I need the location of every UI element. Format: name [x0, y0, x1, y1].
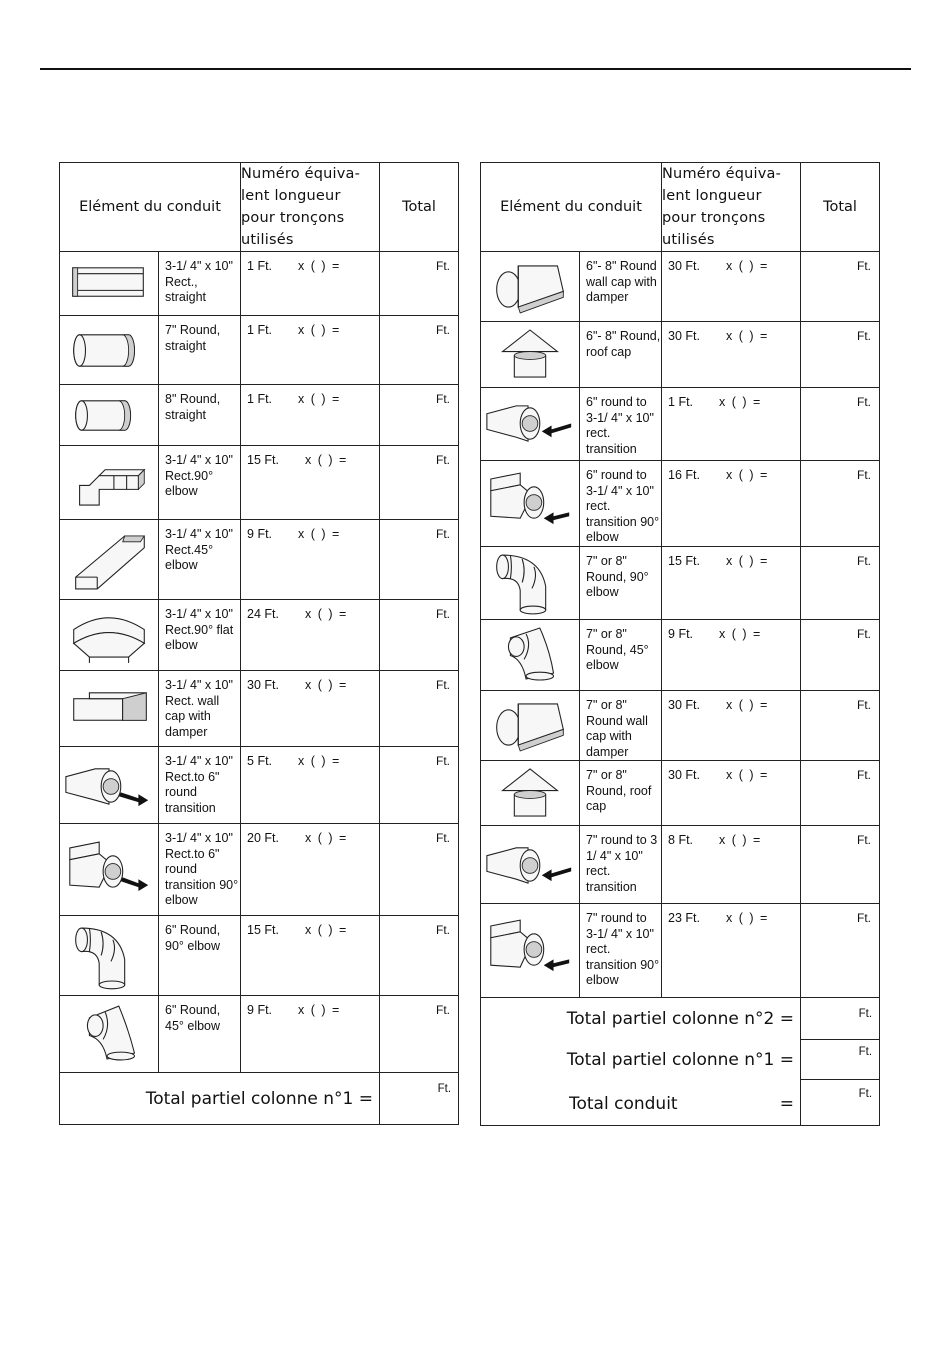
total-cell[interactable]: Ft.	[380, 824, 459, 916]
element-description: 8" Round, straight	[159, 385, 241, 446]
equivalent-length[interactable]: 1 Ft. x ( ) =	[662, 388, 801, 461]
round-7-8-45-elbow-icon	[481, 620, 580, 691]
total-cell[interactable]: Ft.	[380, 996, 459, 1073]
rect-wall-cap-icon	[60, 671, 159, 747]
total-cell[interactable]: Ft.	[380, 252, 459, 316]
round-to-rect-transition-icon	[481, 388, 580, 461]
subtotal-label-column-2: Total partiel colonne n°2 =	[481, 998, 801, 1040]
table-row	[481, 388, 880, 461]
table-row	[60, 316, 459, 385]
header-total: Total	[801, 163, 880, 252]
equivalent-length[interactable]: 16 Ft. x ( ) =	[662, 461, 801, 547]
subtotal-row	[481, 998, 880, 1040]
equivalent-length[interactable]: 9 Ft. x ( ) =	[241, 996, 380, 1073]
table-row	[60, 385, 459, 446]
duct-table-column-2	[480, 162, 880, 1126]
equivalent-length[interactable]: 9 Ft. x ( ) =	[241, 520, 380, 600]
element-description: 6" round to 3-1/ 4" x 10" rect. transition	[580, 388, 662, 461]
header-total: Total	[380, 163, 459, 252]
round-6-45-elbow-icon	[60, 996, 159, 1073]
total-cell[interactable]: Ft.	[801, 691, 880, 761]
element-description: 6" Round, 45° elbow	[159, 996, 241, 1073]
element-description: 3-1/ 4" x 10" Rect.45° elbow	[159, 520, 241, 600]
round-7-8-90-elbow-icon	[481, 547, 580, 620]
element-description: 7" round to 3 1/ 4" x 10" rect. transition	[580, 826, 662, 904]
table-row	[481, 904, 880, 998]
round-straight-7-icon	[60, 316, 159, 385]
element-description: 3-1/ 4" x 10" Rect.to 6" round transition 90° elbow	[159, 824, 241, 916]
table-row	[481, 547, 880, 620]
equivalent-length[interactable]: 5 Ft. x ( ) =	[241, 747, 380, 824]
round-6-90-elbow-icon	[60, 916, 159, 996]
table-row	[60, 916, 459, 996]
equivalent-length[interactable]: 1 Ft. x ( ) =	[241, 385, 380, 446]
table-row	[60, 600, 459, 671]
element-description: 6" Round, 90° elbow	[159, 916, 241, 996]
rect-90-flat-elbow-icon	[60, 600, 159, 671]
equivalent-length[interactable]: 15 Ft. x ( ) =	[662, 547, 801, 620]
total-duct-equals: =	[779, 1093, 795, 1114]
total-duct-label-cell	[481, 1080, 801, 1126]
table-row	[481, 691, 880, 761]
table-row	[60, 747, 459, 824]
element-description: 7" or 8" Round, 90° elbow	[580, 547, 662, 620]
round-to-rect-90-transition-icon	[481, 461, 580, 547]
equivalent-length[interactable]: 30 Ft. x ( ) =	[662, 252, 801, 322]
equivalent-length[interactable]: 30 Ft. x ( ) =	[662, 322, 801, 388]
subtotal-cell-column-1[interactable]: Ft.	[801, 1040, 880, 1080]
element-description: 6"- 8" Round, roof cap	[580, 322, 662, 388]
element-description: 6" round to 3-1/ 4" x 10" rect. transition 90° elbow	[580, 461, 662, 547]
round-wall-cap-icon	[481, 252, 580, 322]
rect-to-round-90-transition-icon	[60, 824, 159, 916]
element-description: 3-1/ 4" x 10" Rect., straight	[159, 252, 241, 316]
total-cell[interactable]: Ft.	[380, 385, 459, 446]
rect-straight-duct-icon	[60, 252, 159, 316]
equivalent-length[interactable]: 30 Ft. x ( ) =	[662, 761, 801, 826]
round-7-8-wall-cap-icon	[481, 691, 580, 761]
round-7-8-roof-cap-icon	[481, 761, 580, 826]
table-row	[60, 446, 459, 520]
element-description: 7" round to 3-1/ 4" x 10" rect. transition 90° elbow	[580, 904, 662, 998]
equivalent-length[interactable]: 23 Ft. x ( ) =	[662, 904, 801, 998]
element-description: 3-1/ 4" x 10" Rect.to 6" round transition	[159, 747, 241, 824]
subtotal-label: Total partiel colonne n°1 =	[60, 1073, 380, 1125]
element-description: 6"- 8" Round wall cap with damper	[580, 252, 662, 322]
table-row	[60, 996, 459, 1073]
header-element: Elément du conduit	[481, 163, 662, 252]
element-description: 3-1/ 4" x 10" Rect.90° flat elbow	[159, 600, 241, 671]
total-cell[interactable]: Ft.	[380, 671, 459, 747]
top-rule	[40, 68, 911, 70]
total-duct-label: Total conduit	[569, 1093, 678, 1114]
subtotal-row	[60, 1073, 459, 1125]
subtotal-cell-column-2[interactable]: Ft.	[801, 998, 880, 1040]
header-number: Numéro équiva- lent longueur pour tronçons utilisés	[241, 163, 380, 252]
total-cell[interactable]: Ft.	[380, 600, 459, 671]
table-row	[60, 824, 459, 916]
round-roof-cap-icon	[481, 322, 580, 388]
table-row	[481, 322, 880, 388]
subtotal-cell[interactable]: Ft.	[380, 1073, 459, 1125]
equivalent-length[interactable]: 1 Ft. x ( ) =	[241, 316, 380, 385]
total-cell[interactable]: Ft.	[801, 252, 880, 322]
table-row	[60, 671, 459, 747]
total-cell[interactable]: Ft.	[380, 316, 459, 385]
equivalent-length[interactable]: 24 Ft. x ( ) =	[241, 600, 380, 671]
equivalent-length[interactable]: 1 Ft. x ( ) =	[241, 252, 380, 316]
table-row	[481, 761, 880, 826]
rect-to-round-transition-icon	[60, 747, 159, 824]
table-row	[60, 252, 459, 316]
subtotal-row	[481, 1040, 880, 1080]
total-cell[interactable]: Ft.	[380, 446, 459, 520]
subtotal-label-column-1: Total partiel colonne n°1 =	[481, 1040, 801, 1080]
element-description: 3-1/ 4" x 10" Rect. wall cap with damper	[159, 671, 241, 747]
total-row	[481, 1080, 880, 1126]
equivalent-length[interactable]: 20 Ft. x ( ) =	[241, 824, 380, 916]
rect-90-elbow-icon	[60, 446, 159, 520]
total-duct-cell[interactable]: Ft.	[801, 1080, 880, 1126]
total-cell[interactable]: Ft.	[801, 761, 880, 826]
equivalent-length[interactable]: 9 Ft. x ( ) =	[662, 620, 801, 691]
table-row	[481, 252, 880, 322]
total-cell[interactable]: Ft.	[801, 388, 880, 461]
total-cell[interactable]: Ft.	[801, 547, 880, 620]
equivalent-length[interactable]: 30 Ft. x ( ) =	[662, 691, 801, 761]
total-cell[interactable]: Ft.	[380, 916, 459, 996]
total-cell[interactable]: Ft.	[801, 461, 880, 547]
element-description: 7" or 8" Round wall cap with damper	[580, 691, 662, 761]
round-7-to-rect-transition-icon	[481, 826, 580, 904]
total-cell[interactable]: Ft.	[801, 322, 880, 388]
equivalent-length[interactable]: 30 Ft. x ( ) =	[241, 671, 380, 747]
equivalent-length[interactable]: 15 Ft. x ( ) =	[241, 916, 380, 996]
duct-table-column-1	[59, 162, 459, 1125]
equivalent-length[interactable]: 8 Ft. x ( ) =	[662, 826, 801, 904]
total-cell[interactable]: Ft.	[801, 904, 880, 998]
total-cell[interactable]: Ft.	[801, 826, 880, 904]
element-description: 7" or 8" Round, 45° elbow	[580, 620, 662, 691]
table-row	[60, 520, 459, 600]
equivalent-length[interactable]: 15 Ft. x ( ) =	[241, 446, 380, 520]
total-cell[interactable]: Ft.	[801, 620, 880, 691]
rect-45-elbow-icon	[60, 520, 159, 600]
table-row	[481, 620, 880, 691]
element-description: 7" Round, straight	[159, 316, 241, 385]
table-row	[481, 826, 880, 904]
round-straight-8-icon	[60, 385, 159, 446]
header-number: Numéro équiva- lent longueur pour tronçons utilisés	[662, 163, 801, 252]
table-row	[481, 461, 880, 547]
element-description: 3-1/ 4" x 10" Rect.90° elbow	[159, 446, 241, 520]
element-description: 7" or 8" Round, roof cap	[580, 761, 662, 826]
round-7-to-rect-90-transition-icon	[481, 904, 580, 998]
header-element: Elément du conduit	[60, 163, 241, 252]
total-cell[interactable]: Ft.	[380, 520, 459, 600]
total-cell[interactable]: Ft.	[380, 747, 459, 824]
